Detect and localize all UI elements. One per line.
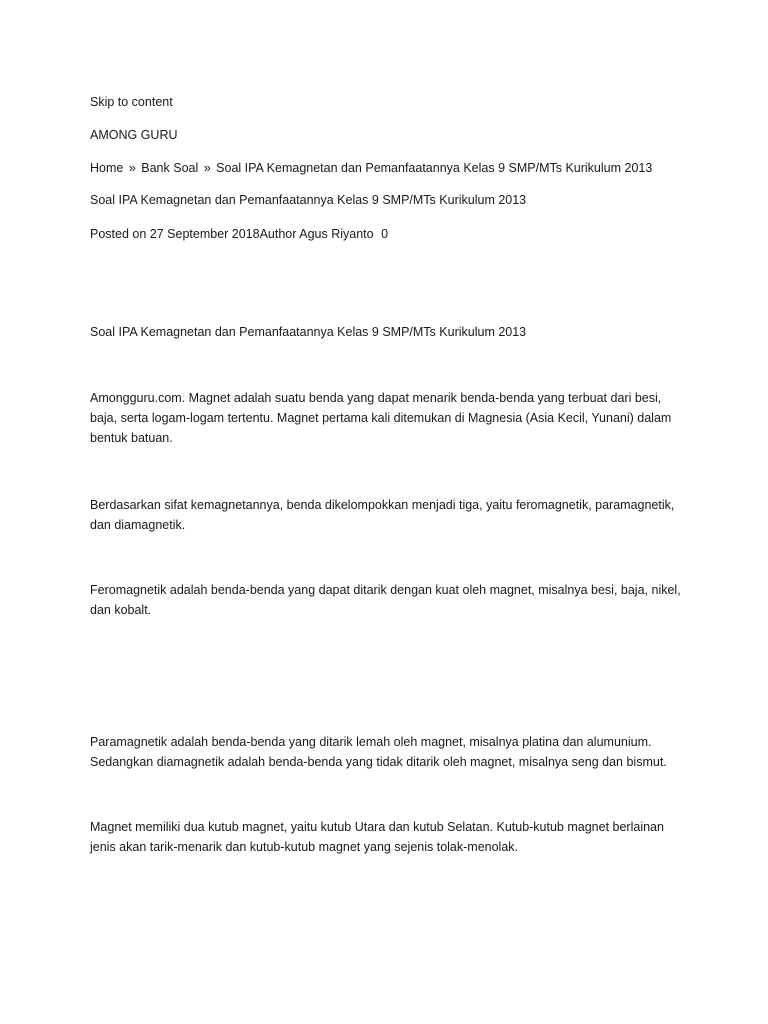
comment-count[interactable]: 0 <box>381 227 389 241</box>
paragraph: Magnet memiliki dua kutub magnet, yaitu kutub Utara dan kutub Selatan. Kutub-kutub magnet berlainan jenis akan tarik-menarik dan kutub-kutub magnet yang sejenis tolak-menolak. <box>90 820 664 854</box>
site-title-link[interactable]: AMONG GURU <box>90 128 178 142</box>
skip-to-content-link[interactable] <box>90 92 690 112</box>
paragraph: Feromagnetik adalah benda-benda yang dapat ditarik dengan kuat oleh magnet, misalnya besi, baja, nikel, dan kobalt. <box>90 583 681 617</box>
paragraph: Paramagnetik adalah benda-benda yang ditarik lemah oleh magnet, misalnya platina dan alumunium. Sedangkan diamagnetik adalah benda-benda yang tidak ditarik oleh magnet, misalnya seng dan bismut. <box>90 735 667 769</box>
breadcrumb-current: Soal IPA Kemagnetan dan Pemanfaatannya Kelas 9 SMP/MTs Kurikulum 2013 <box>216 161 653 175</box>
site-title[interactable] <box>90 125 690 145</box>
author-label: Author <box>259 227 297 241</box>
paragraph: Amongguru.com. Magnet adalah suatu benda yang dapat menarik benda-benda yang terbuat dari besi, baja, serta logam-logam tertentu. Magnet pertama kali ditemukan di Magnesia (Asia Kecil, Yunani) dalam bentuk batuan. <box>90 391 672 445</box>
post-author[interactable]: Agus Riyanto <box>299 227 374 241</box>
breadcrumb-separator: » <box>203 161 211 175</box>
post-meta <box>90 224 690 244</box>
breadcrumb-category[interactable]: Bank Soal <box>141 161 199 175</box>
posted-on-label: Posted on <box>90 227 147 241</box>
skip-to-content-text[interactable]: Skip to content <box>90 95 173 109</box>
post-date[interactable]: 27 September 2018 <box>149 227 260 241</box>
paragraph: Berdasarkan sifat kemagnetannya, benda dikelompokkan menjadi tiga, yaitu feromagnetik, paramagnetik, dan diamagnetik. <box>90 498 675 532</box>
breadcrumb-separator: » <box>128 161 136 175</box>
content-heading: Soal IPA Kemagnetan dan Pemanfaatannya Kelas 9 SMP/MTs Kurikulum 2013 <box>90 325 527 339</box>
post-title: Soal IPA Kemagnetan dan Pemanfaatannya Kelas 9 SMP/MTs Kurikulum 2013 <box>90 193 527 207</box>
breadcrumb <box>90 158 690 178</box>
breadcrumb-home[interactable]: Home <box>90 161 124 175</box>
